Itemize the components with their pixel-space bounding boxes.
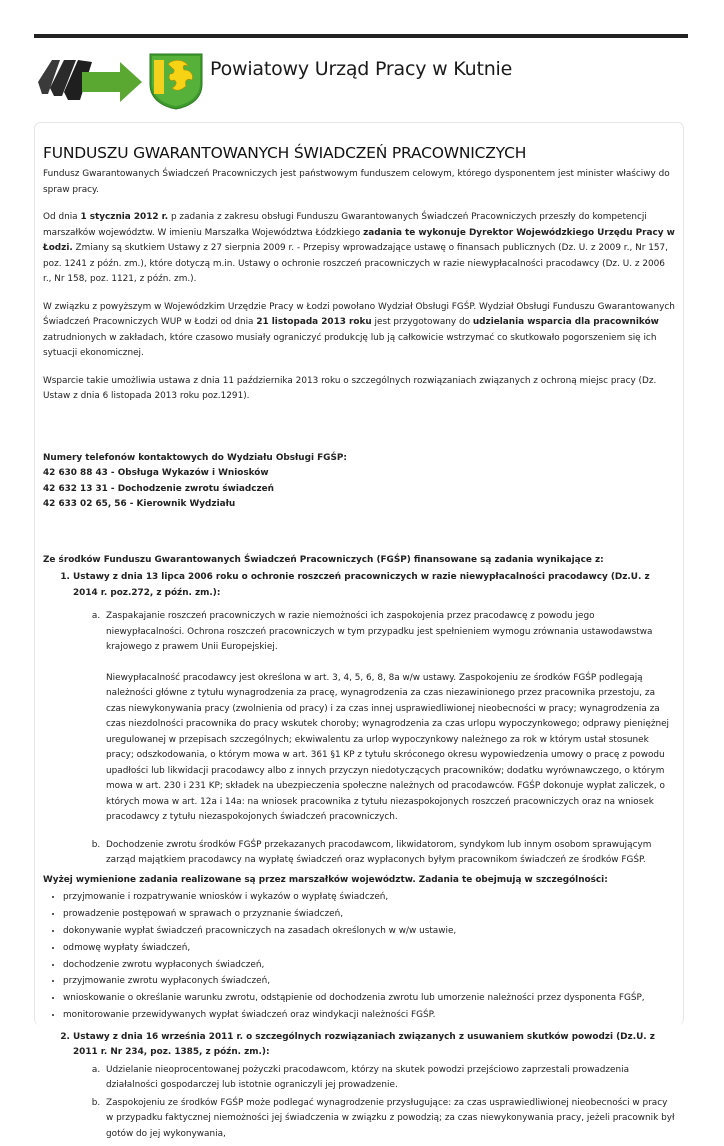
list-item: • dokonywanie wypłat świadczeń pracowniczych na zasadach określonych w w/w ustawie,	[63, 924, 675, 940]
kutno-crest-icon	[148, 52, 204, 110]
item-title: 1. Ustawy z dnia 13 lipca 2006 roku o ochronie roszczeń pracowniczych w razie niewypłacalności pracodawcy (Dz.U. z 2014 r. poz.272, z późn. zm.):	[73, 572, 650, 598]
tasks-lead: Ze środków Funduszu Gwarantowanych Świadczeń Pracowniczych (FGŚP) finansowane są zadania wynikające z:	[43, 554, 604, 565]
marshal-tasks	[43, 890, 675, 1024]
sub-list	[73, 1063, 675, 1143]
paragraph-3: W związku z powyższym w Wojewódzkim Urzędzie Pracy w Łodzi powołano Wydział Obsługi FGŚP. Wydział Obsługi Funduszu Gwarantowanych Świadczeń Pracowniczych WUP w Łodzi od dnia 21 listopada 2013 roku jest przygotowany do udzielania wsparcia dla pracowników zatrudnionych w zakładach, które czasowo musiały ograniczyć produkcję lub ją całkowicie wstrzymać co skutkowało pogorszeniem się ich sytuacji ekonomicznej.	[43, 301, 675, 358]
phone-line: 42 633 02 65, 56 - Kierownik Wydziału	[43, 499, 236, 509]
phones-heading: Numery telefonów kontaktowych do Wydziału Obsługi FGŚP:	[43, 452, 347, 463]
list-item: • dochodzenie zwrotu wypłaconych świadczeń,	[63, 958, 675, 974]
phone-line: 42 632 13 31 - Dochodzenie zwrotu świadczeń	[43, 483, 274, 494]
list-item: • monitorowanie przewidywanych wypłat świadczeń oraz windykacji należności FGŚP.	[63, 1008, 675, 1024]
list-item: b. Zaspokojeniu ze środków FGŚP może podlegać wynagrodzenie przysługujące: za czas usprawiedliwionej nieobecności w pracy w przypadku faktycznej niemożności jej świadczenia w związku z powodzią; za czas niewykonywania pracy, jeżeli pracownik był gotów do jej wykonywania,	[103, 1096, 675, 1143]
insolvency-text: Niewypłacalność pracodawcy jest określona w art. 3, 4, 5, 6, 8, 8a w/w ustawy. Zaspokojeniu ze środków FGŚP podlegają należności główne z tytułu wynagrodzenia za pracę, wynagrodzenia za czas niezawinionego przez pracownika przestoju, za czas niewykonywania pracy (zwolnienia od pracy) i za czas innej usprawiedliwionej nieobecności w pracy; wynagrodzenia za czas niezdolności pracownika do pracy wskutek choroby; wynagrodzenia za czas urlopu wypoczynkowego; odprawy pieniężnej uregulowanej w przepisach szczególnych; ekwiwalentu za urlop wypoczynkowy należnego za rok w którym ustał stosunek pracy; odszkodowania, o którym mowa w art. 361 §1 KP z tytułu skróconego okresu wypowiedzenia umowy o pracę z powodu upadłości lub likwidacji pracodawcy albo z innych przyczyn niedotyczących pracowników; dodatku wyrównawczego, o którym mowa w art. 230 i 231 KP; składek na ubezpieczenia społeczne należnych od pracodawców. FGŚP dokonuje wypłat zaliczek, o których mowa w art. 12a i 14a: na wniosek pracownika z tytułu niezaspokojonych roszczeń pracowniczych oraz na wniosek pracodawcy z tytułu niezaspokojonych świadczeń pracowniczych.	[106, 672, 670, 822]
list-item: • prowadzenie postępowań w sprawach o przyznanie świadczeń,	[63, 907, 675, 923]
paragraph-4: Wsparcie takie umożliwia ustawa z dnia 11 października 2013 roku o szczególnych rozwiązaniach związanych z ochroną miejsc pracy (Dz. Ustaw z dnia 6 listopada 2013 roku poz.1291).	[43, 375, 657, 401]
intro-paragraph: Fundusz Gwarantowanych Świadczeń Pracowniczych jest państwowym funduszem celowym, którego dysponentem jest minister właściwy do spraw pracy.	[43, 169, 670, 195]
site-title: Powiatowy Urząd Pracy w Kutnie	[210, 58, 513, 80]
list-item: a. Zaspakajanie roszczeń pracowniczych w razie niemożności ich zaspokojenia przez pracodawcę z powodu jego niewypłacalności. Ochrona roszczeń pracowniczych w tym przypadku jest spełnieniem wymogu zrównania ustawodawstwa krajowego z prawem Unii Europejskiej. Niewypłacalność pracodawcy jest określona w art. 3, 4, 5, 6, 8, 8a w/w ustawy. Zaspokojeniu ze środków FGŚP podlegają należności główne z tytułu wynagrodzenia za pracę, wynagrodzenia za czas niezawinionego przez pracownika przestoju, za czas niewykonywania pracy (zwolnienia od pracy) i za czas innej usprawiedliwionej nieobecności w pracy; wynagrodzenia za czas niezdolności pracownika do pracy wskutek choroby; wynagrodzenia za czas urlopu wypoczynkowego; odprawy pieniężnej uregulowanej w przepisach szczególnych; ekwiwalentu za urlop wypoczynkowy należnego za rok w którym ustał stosunek pracy; odszkodowania, o którym mowa w art. 361 §1 KP z tytułu skróconego okresu wypowiedzenia umowy o pracę z powodu upadłości lub likwidacji pracodawcy albo z innych przyczyn niedotyczących pracowników; dodatku wyrównawczego, o którym mowa w art. 230 i 231 KP; składek na ubezpieczenia społeczne należnych od pracodawców. FGŚP dokonuje wypłat zaliczek, o których mowa w art. 12a i 14a: na wniosek pracownika z tytułu niezaspokojonych roszczeń pracowniczych oraz na wniosek pracodawcy z tytułu niezaspokojonych świadczeń pracowniczych.	[103, 609, 675, 826]
list-item: • przyjmowanie zwrotu wypłaconych świadczeń,	[63, 974, 675, 990]
arrows-logo-icon[interactable]	[38, 48, 144, 104]
list-item	[73, 1030, 675, 1143]
phone-numbers	[43, 451, 675, 513]
sub-list	[73, 609, 675, 869]
page-title: FUNDUSZU GWARANTOWANYCH ŚWIADCZEŃ PRACOWNICZYCH	[43, 144, 527, 162]
list-item: b. Dochodzenie zwrotu środków FGŚP przekazanych pracodawcom, likwidatorom, syndykom lub innym osobom sprawującym zarząd majątkiem pracodawcy na wypłatę świadczeń oraz wypłaconych byłym pracownikom świadczeń ze środków FGŚP.	[103, 838, 675, 869]
tasks-list-cont	[43, 1030, 675, 1143]
list-item	[73, 570, 675, 869]
list-item: • odmowę wypłaty świadczeń,	[63, 941, 675, 957]
marshal-lead: Wyżej wymienione zadania realizowane są przez marszałków województw. Zadania te obejmują w szczególności:	[43, 874, 608, 885]
site-header	[34, 38, 688, 114]
list-item: a. Udzielanie nieoprocentowanej pożyczki pracodawcom, którzy na skutek powodzi przejściowo zaprzestali prowadzenia działalności gospodarczej lub istotnie ograniczyli jej prowadzenie.	[103, 1063, 675, 1094]
paragraph-2: Od dnia 1 stycznia 2012 r. p zadania z zakresu obsługi Funduszu Gwarantowanych Świadczeń Pracowniczych przeszły do kompetencji marszałków województw. W imieniu Marszałka Województwa Łódzkiego zadania te wykonuje Dyrektor Wojewódzkiego Urzędu Pracy w Łodzi. Zmiany są skutkiem Ustawy z 27 sierpnia 2009 r. - Przepisy wprowadzające ustawę o finansach publicznych (Dz. U. z 2009 r., Nr 157, poz. 1241 z późn. zm.), które dotyczą m.in. Ustawy o ochronie roszczeń pracowniczych w razie niewypłacalności pracodawcy (Dz. U. z 2006 r., Nr 158, poz. 1121, z późn. zm.).	[43, 212, 675, 284]
article	[43, 143, 675, 1146]
list-item: • wnioskowanie o określanie warunku zwrotu, odstąpienie od dochodzenia zwrotu lub umorzenie należności przez dysponenta FGŚP,	[63, 991, 675, 1007]
phone-line: 42 630 88 43 - Obsługa Wykazów i Wniosków	[43, 468, 269, 478]
tasks-list	[43, 570, 675, 869]
item-title: 2. Ustawy z dnia 16 września 2011 r. o szczególnych rozwiązaniach związanych z usuwaniem skutków powodzi (Dz.U. z 2011 r. Nr 234, poz. 1385, z późn. zm.):	[73, 1031, 655, 1058]
list-item: • przyjmowanie i rozpatrywanie wniosków i wykazów o wypłatę świadczeń,	[63, 890, 675, 906]
